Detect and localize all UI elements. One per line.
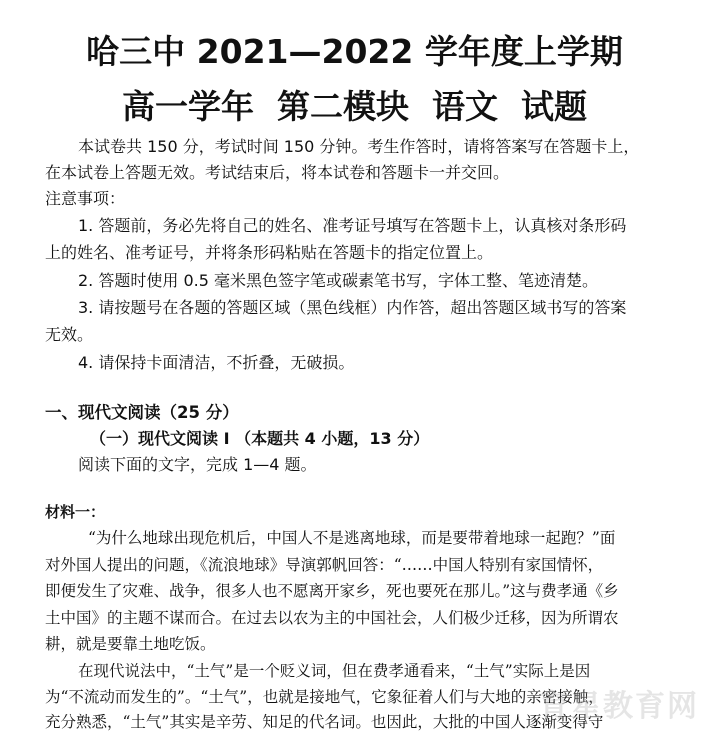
watermark-logo: 育星教育网 — [539, 689, 699, 724]
material-label: 材料一： — [45, 503, 106, 521]
notice-item-3-line-1: 3. 请按题号在各题的答题区域（黑色线框）内作答，超出答题区域书写的答案 — [78, 298, 627, 317]
material-p2-line-1: 在现代说法中，“土气”是一个贬义词，但在费孝通看来，“土气”实际上是因 — [78, 662, 591, 680]
section-heading: 一、现代文阅读（25 分） — [45, 403, 239, 422]
material-p1-line-3: 即便发生了灾难、战争，很多人也不愿离开家乡，死也要死在那儿。”这与费孝通《乡 — [45, 582, 619, 600]
material-p1-line-5: 耕，就是要靠土地吃饭。 — [45, 635, 216, 653]
material-p1-line-1: “为什么地球出现危机后，中国人不是逃离地球，而是要带着地球一起跑？”面 — [88, 529, 616, 547]
material-p1-line-2: 对外国人提出的问题，《流浪地球》导演郭帆回答：“……中国人特别有家国情怀， — [45, 556, 604, 574]
material-p1-line-4: 土中国》的主题不谋而合。在过去以农为主的中国社会，人们极少迁移，因为所谓农 — [45, 609, 619, 627]
notice-item-3-line-2: 无效。 — [45, 325, 94, 344]
notice-item-1-line-1: 1. 答题前，务必先将自己的姓名、准考证号填写在答题卡上，认真核对条形码 — [78, 216, 627, 235]
exam-title: 哈三中 2021—2022 学年度上学期 — [86, 32, 623, 71]
intro-line-1: 本试卷共 150 分，考试时间 150 分钟。考生作答时，请将答案写在答题卡上， — [78, 137, 640, 156]
intro-line-2: 在本试卷上答题无效。考试结束后，将本试卷和答题卡一并交回。 — [45, 163, 510, 182]
notice-item-2: 2. 答题时使用 0.5 毫米黑色签字笔或碳素笔书写，字体工整、笔迹清楚。 — [78, 271, 598, 290]
notice-title: 注意事项： — [45, 189, 126, 208]
notice-item-4: 4. 请保持卡面清洁，不折叠，无破损。 — [78, 353, 355, 372]
material-p2-line-2: 为“不流动而发生的”。“土气”，也就是接地气，它象征着人们与大地的亲密接触， — [45, 688, 604, 706]
notice-item-1-line-2: 上的姓名、准考证号，并将条形码粘贴在答题卡的指定位置上。 — [45, 243, 494, 262]
reading-instruction: 阅读下面的文字，完成 1—4 题。 — [78, 455, 317, 474]
material-p2-line-3: 充分熟悉，“土气”其实是辛劳、知足的代名词。也因此，大批的中国人逐渐变得守 — [45, 713, 604, 731]
subsection-heading: （一）现代文阅读 I （本题共 4 小题，13 分） — [90, 429, 430, 448]
exam-subtitle: 高一学年 第二模块 语文 试题 — [122, 87, 587, 126]
